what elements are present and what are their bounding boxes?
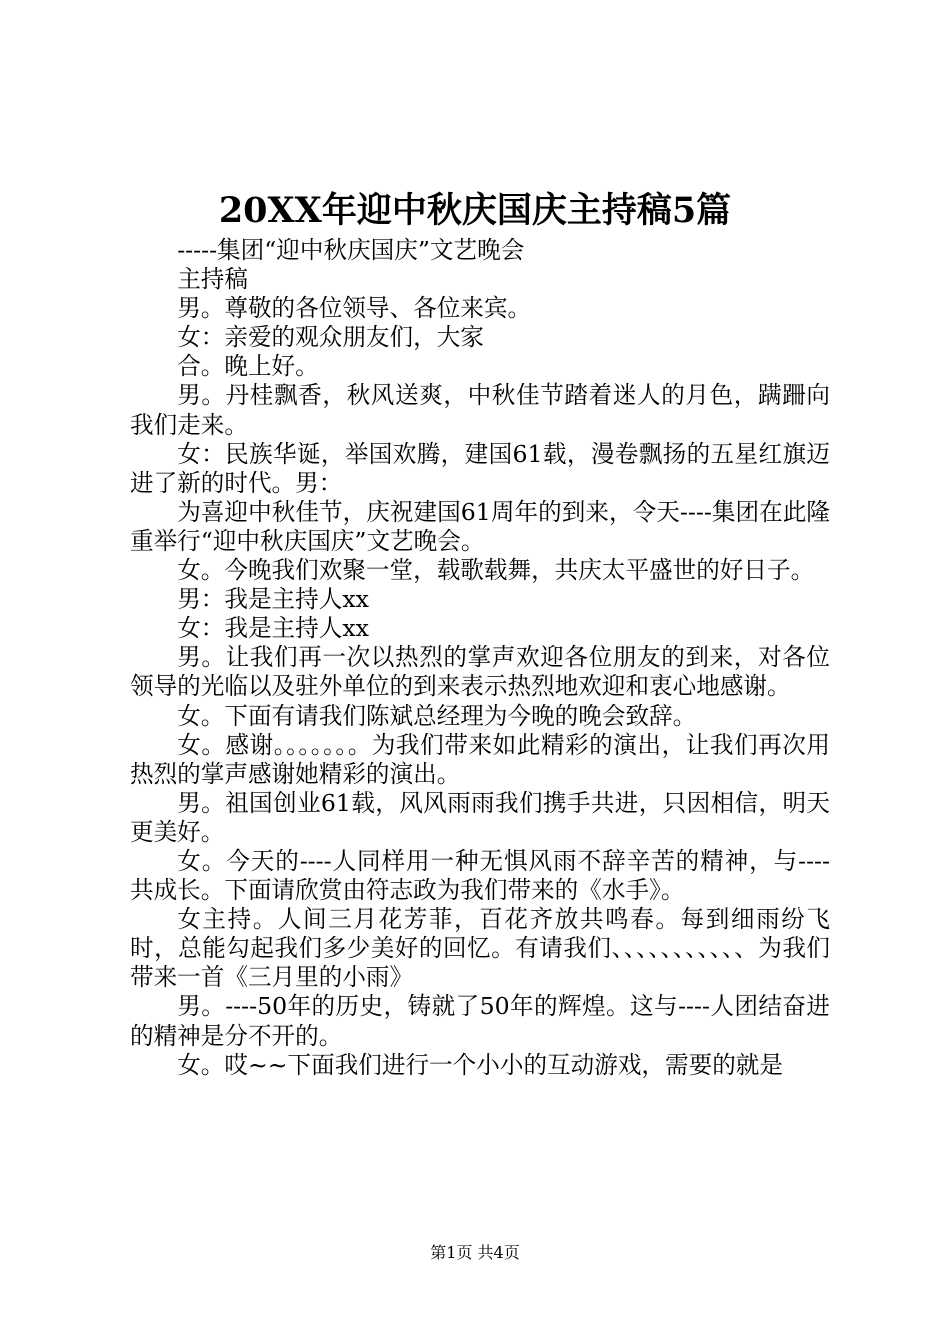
page-indicator: 第1页 共4页 [430, 1243, 520, 1262]
paragraph: 主持稿 [177, 265, 248, 294]
paragraph: 合。晚上好。 [177, 352, 319, 381]
paragraph: 女：我是主持人xx [177, 614, 369, 643]
document-body [130, 236, 830, 1080]
paragraph: 男。丹桂飘香，秋风送爽，中秋佳节踏着迷人的月色，蹒跚向我们走来。 [130, 381, 830, 439]
paragraph: 女。感谢。。。。。。。为我们带来如此精彩的演出，让我们再次用热烈的掌声感谢她精彩的演出。 [130, 730, 830, 788]
paragraph: 为喜迎中秋佳节，庆祝建国61周年的到来，令天----集团在此隆重举行“迎中秋庆国庆”文艺晚会。 [130, 497, 830, 555]
paragraph: 男：我是主持人xx [177, 585, 369, 614]
paragraph: 女主持。人间三月花芳菲，百花齐放共鸣春。每到细雨纷飞时，总能勾起我们多少美好的回忆。有请我们、、、、、、、、、、、为我们带来一首《三月里的小雨》 [130, 905, 830, 992]
paragraph: 男。----50年的历史，铸就了50年的辉煌。这与----人团结奋进的精神是分不开的。 [130, 992, 830, 1050]
paragraph: 女：亲爱的观众朋友们，大家 [177, 323, 484, 352]
paragraph: 女。今天的----人同样用一种无惧风雨不辞辛苦的精神，与----共成长。下面请欣赏由符志政为我们带来的《水手》。 [130, 846, 830, 905]
paragraph: 女。今晚我们欢聚一堂，载歌载舞，共庆太平盛世的好日子。 [177, 556, 815, 585]
document-title: 20XX年迎中秋庆国庆主持稿5篇 [218, 190, 732, 231]
paragraph: 女：民族华诞，举国欢腾，建国61载，漫卷飘扬的五星红旗迈进了新的时代。男： [130, 439, 830, 497]
paragraph: 男。尊敬的各位领导、各位来宾。 [177, 294, 532, 323]
paragraph: 男。祖国创业61载，风风雨雨我们携手共进，只因相信，明天更美好。 [130, 788, 830, 846]
paragraph: 男。让我们再一次以热烈的掌声欢迎各位朋友的到来，对各位领导的光临以及驻外单位的到来表示热烈地欢迎和衷心地感谢。 [130, 643, 830, 701]
paragraph: 女。下面有请我们陈斌总经理为今晚的晚会致辞。 [177, 701, 697, 730]
paragraph: 女。哎~~下面我们进行一个小小的互动游戏，需要的就是 [177, 1050, 783, 1079]
paragraph: -----集团“迎中秋庆国庆”文艺晚会 [177, 236, 525, 264]
